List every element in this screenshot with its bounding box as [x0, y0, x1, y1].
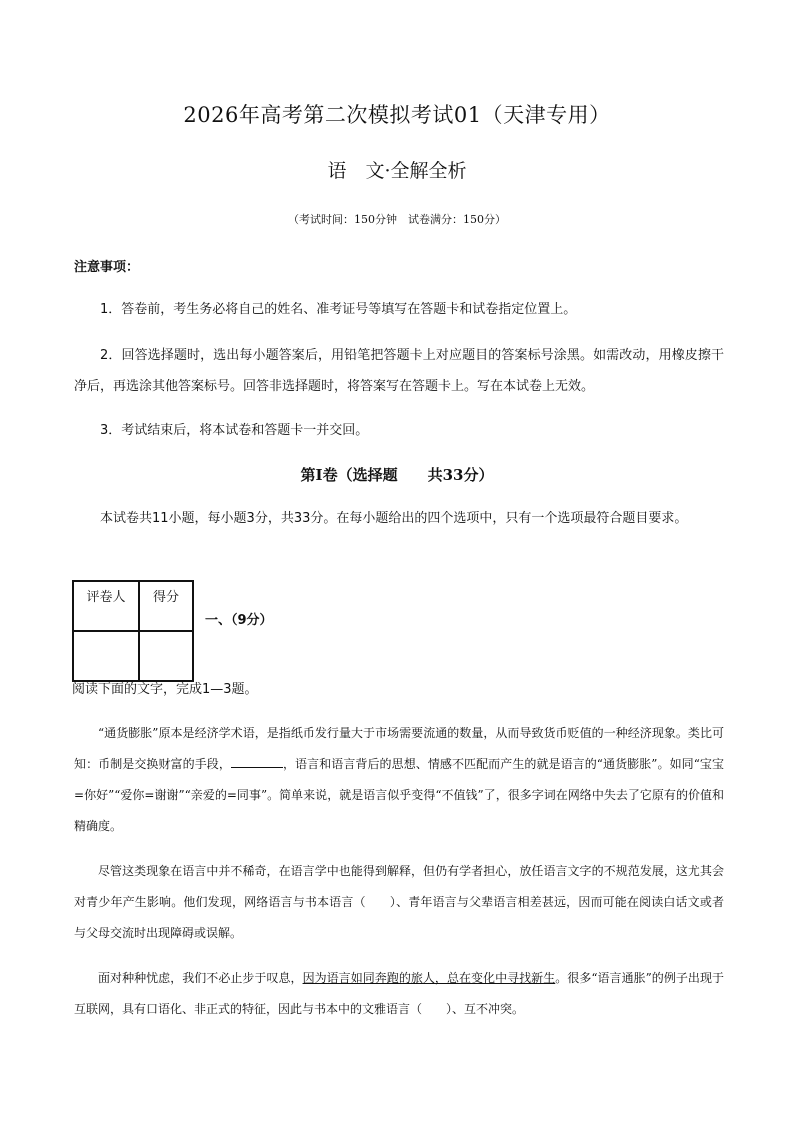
part-label: 一、（9分） [205, 613, 273, 628]
notice-item-3: 3．考试结束后，将本试卷和答题卡一并交回。 [100, 423, 369, 438]
passage-paragraph-2: 尽管这类现象在语言中并不稀奇，在语言学中也能得到解释，但仍有学者担心，放任语言文字的不规范发展，这尤其会对青少年产生影响。他们发现，网络语言与书本语言（ ）、青年语言与父辈语言相差甚远，因而可能在阅读白话文或者与父母交流时出现障碍或误解。 [74, 864, 724, 940]
score-table-cell-score [139, 631, 193, 681]
section-heading: 第Ⅰ卷（选择题 共33分） [300, 466, 494, 484]
fill-blank [231, 755, 283, 768]
page-subtitle: 语 文·全解全析 [327, 160, 467, 182]
reading-instruction: 阅读下面的文字，完成1—3题。 [72, 682, 258, 697]
passage-p1-end: ，语言和语言背后的思想、情感不匹配而产生的就是语言的“通货膨胀”。如同“宝宝=你好”“爱你=谢谢”“亲爱的=同事”。简单来说，就是语言似乎变得“不值钱”了，很多字词在网络中失去了它原有的价值和精确度。 [74, 757, 724, 833]
page-title: 2026年高考第二次模拟考试01（天津专用） [183, 103, 611, 127]
section-intro: 本试卷共11小题，每小题3分，共33分。在每小题给出的四个选项中，只有一个选项最符合题目要求。 [100, 511, 688, 526]
notice-item-2: 2．回答选择题时，选出每小题答案后，用铅笔把答题卡上对应题目的答案标号涂黑。如需改动，用橡皮擦干净后，再选涂其他答案标号。回答非选择题时，将答案写在答题卡上。写在本试卷上无效。 [74, 348, 724, 394]
underlined-sentence: 因为语言如同奔跑的旅人，总在变化中寻找新生 [302, 971, 556, 985]
passage-p1-start: “通货膨胀”原本是经济学术语，是指纸币发行量大于市场需要流通的数量，从而导致货币贬值的一种经济现象。类比可知：币制是交换财富的手段， [74, 726, 724, 771]
score-table-cell-grader [73, 631, 139, 681]
score-table [72, 580, 194, 682]
score-table-header-score: 得分 [139, 581, 193, 631]
passage-p3-start: 面对种种忧虑，我们不必止步于叹息， [98, 971, 303, 985]
passage-paragraph-1 [74, 718, 724, 842]
passage-paragraph-3 [74, 963, 724, 1025]
exam-info: （考试时间：150分钟 试卷满分：150分） [288, 213, 506, 226]
notice-item-1: 1．答卷前，考生务必将自己的姓名、准考证号等填写在答题卡和试卷指定位置上。 [100, 302, 577, 317]
passage-p3-end: 。很多“语言通胀”的例子出现于互联网，具有口语化、非正式的特征，因此与书本中的文雅语言（ ）、互不冲突。 [74, 971, 724, 1016]
notice-heading: 注意事项： [74, 260, 140, 275]
score-table-header-grader: 评卷人 [73, 581, 139, 631]
